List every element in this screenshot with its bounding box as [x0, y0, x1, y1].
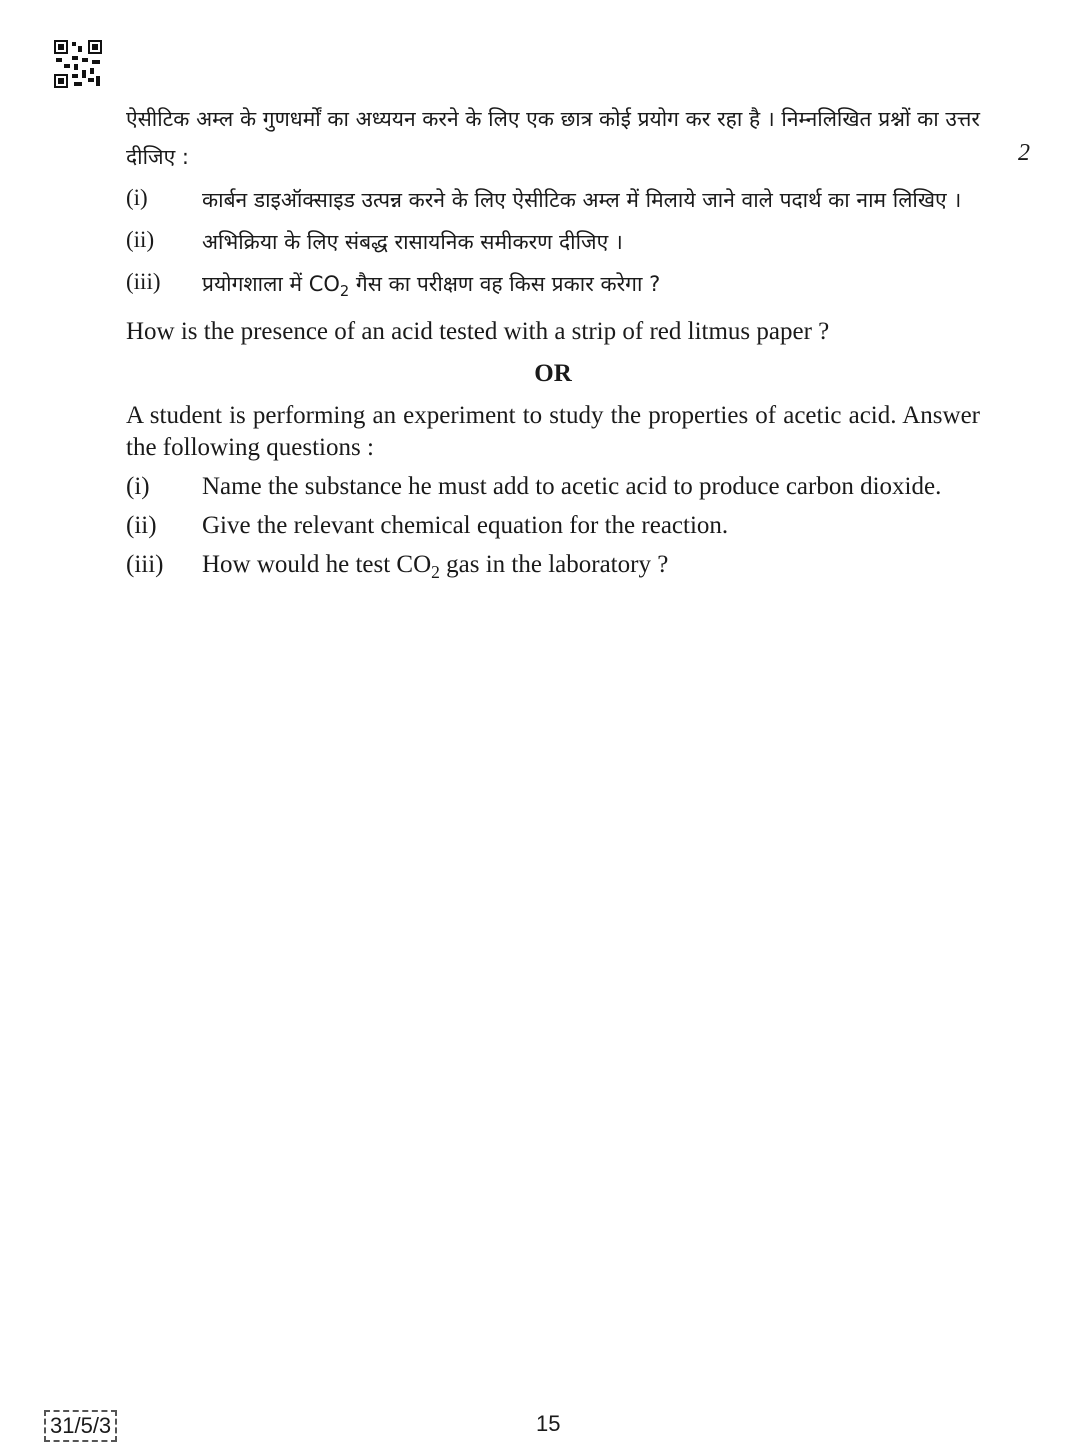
- item-text: [202, 549, 980, 588]
- subscript: 2: [339, 283, 350, 301]
- or-separator: OR: [534, 360, 572, 388]
- english-question-line-block: [126, 316, 980, 348]
- item-number: (iii): [126, 269, 161, 294]
- question-marks: 2: [1018, 140, 1030, 166]
- hindi-item-2: [126, 224, 980, 260]
- hindi-item-3: [126, 266, 980, 310]
- english-intro: A student is performing an experiment to study the properties of acetic acid. Answer the following questions :: [126, 402, 980, 462]
- item-number: (i): [126, 473, 150, 501]
- qr-code-icon: [54, 40, 102, 88]
- item-text: [202, 266, 980, 310]
- item-number: (iii): [126, 551, 164, 579]
- english-item-2: [126, 510, 980, 542]
- page-number: 15: [536, 1411, 561, 1436]
- item-text-post: गैस का परीक्षण वह किस प्रकार करेगा ?: [349, 272, 661, 296]
- item-text: अभिक्रिया के लिए संबद्ध रासायनिक समीकरण दीजिए ।: [202, 230, 623, 254]
- item-text-post: gas in the laboratory ?: [439, 551, 669, 579]
- hindi-item-1: [126, 182, 980, 218]
- item-text-pre: How would he test CO: [202, 551, 432, 579]
- item-text-pre: प्रयोगशाला में CO: [202, 272, 340, 296]
- question-content: [126, 100, 980, 588]
- english-question-line: How is the presence of an acid tested with a strip of red litmus paper ?: [126, 318, 830, 346]
- hindi-intro: ऐसीटिक अम्ल के गुणधर्मों का अध्ययन करने के लिए एक छात्र कोई प्रयोग कर रहा है । निम्नलिखित प्रश्नों का उत्तर दीजिए :: [126, 107, 980, 169]
- english-item-3: [126, 549, 980, 588]
- item-number: (ii): [126, 227, 155, 252]
- item-text: Name the substance he must add to acetic acid to produce carbon dioxide.: [202, 473, 942, 501]
- item-text: Give the relevant chemical equation for the reaction.: [202, 512, 729, 540]
- item-number: (ii): [126, 512, 157, 540]
- english-section: [126, 400, 980, 588]
- subscript: 2: [431, 562, 440, 583]
- item-text: कार्बन डाइऑक्साइड उत्पन्न करने के लिए ऐसीटिक अम्ल में मिलाये जाने वाले पदार्थ का नाम लिखिए ।: [202, 188, 962, 212]
- paper-code: 31/5/3: [44, 1410, 117, 1442]
- english-item-1: [126, 471, 980, 503]
- item-number: (i): [126, 185, 148, 210]
